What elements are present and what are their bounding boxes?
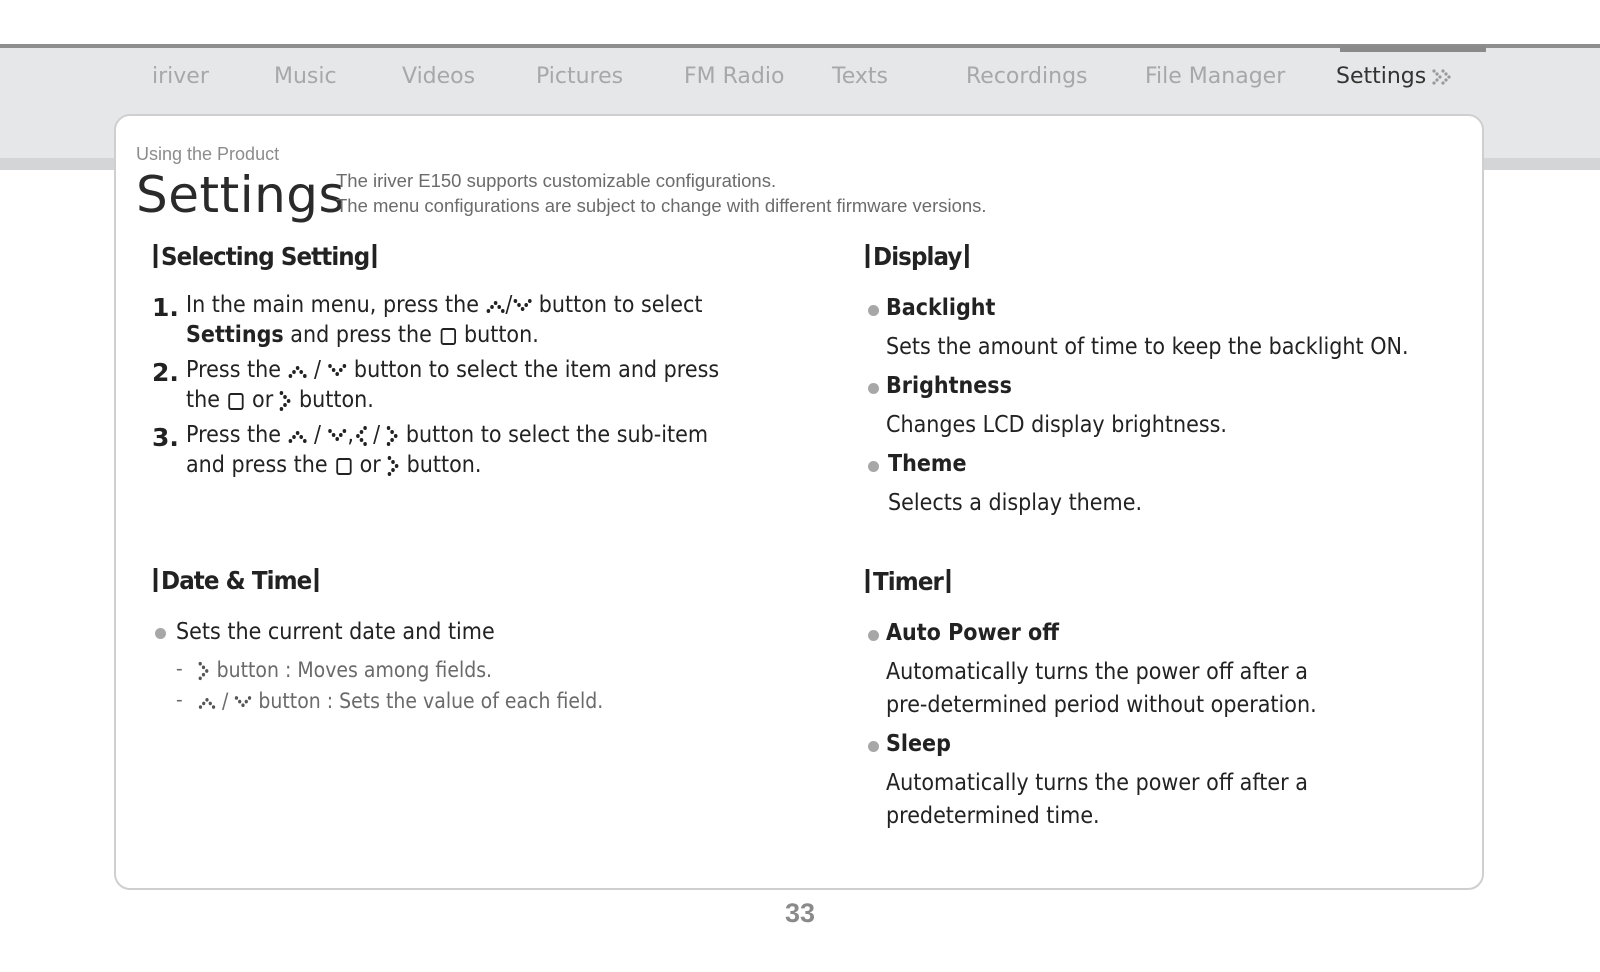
bullet-icon	[868, 630, 879, 641]
down-button-icon	[328, 364, 348, 378]
tab-music[interactable]: Music	[274, 64, 337, 89]
date-time-sub-1: button : Moves among fields.	[198, 658, 492, 682]
timer-item-desc: pre-determined period without operation.	[886, 692, 1317, 718]
date-time-sub-2: / button : Sets the value of each field.	[198, 689, 603, 713]
step-3-line-2: and press the or button.	[186, 452, 482, 478]
page-number: 33	[784, 898, 816, 928]
bullet-icon	[868, 383, 879, 394]
right-button-icon	[387, 425, 400, 447]
timer-item-desc: predetermined time.	[886, 803, 1100, 829]
timer-item-title: Sleep	[886, 731, 951, 757]
right-button-icon	[198, 661, 211, 681]
bullet-icon	[868, 741, 879, 752]
step-2-line-2: the or button.	[186, 387, 374, 413]
down-button-icon	[234, 696, 252, 709]
display-item-title: Theme	[888, 451, 967, 477]
tab-settings[interactable]	[1336, 64, 1454, 89]
display-item-desc: Selects a display theme.	[888, 490, 1143, 516]
tab-videos[interactable]: Videos	[402, 64, 476, 89]
tab-iriver[interactable]: iriver	[152, 64, 209, 89]
subtitle-line-1: The iriver E150 supports customizable configurations.	[336, 170, 777, 191]
step-2-line-1: Press the / button to select the item and press	[186, 357, 720, 383]
down-button-icon	[328, 429, 348, 443]
left-button-icon	[354, 425, 367, 447]
dash: -	[176, 689, 183, 711]
step-1-line-2: Settings and press the button.	[186, 322, 539, 348]
select-button-icon	[440, 328, 455, 345]
subtitle-line-2: The menu configurations are subject to change with different firmware versions.	[336, 195, 987, 216]
display-item-desc: Changes LCD display brightness.	[886, 412, 1227, 438]
bullet-icon	[868, 305, 879, 316]
step-3-line-1: Press the / , / button to select the sub-item	[186, 422, 708, 448]
bullet-icon	[868, 461, 879, 472]
timer-item-desc: Automatically turns the power off after a	[886, 659, 1308, 685]
page-subtitle	[336, 168, 987, 218]
up-button-icon	[288, 364, 308, 378]
display-item-title: Backlight	[886, 295, 996, 321]
step-number: 3.	[152, 423, 179, 452]
dash: -	[176, 658, 183, 680]
display-item-desc: Sets the amount of time to keep the backlight ON.	[886, 334, 1409, 360]
date-time-item: Sets the current date and time	[176, 619, 495, 645]
tab-settings-label: Settings	[1336, 64, 1427, 89]
nav-tabs	[0, 48, 1600, 110]
tab-pictures[interactable]: Pictures	[536, 64, 624, 89]
step-number: 2.	[152, 358, 179, 387]
step-1-line-1: In the main menu, press the / button to select	[186, 292, 703, 318]
select-button-icon	[228, 393, 243, 410]
down-button-icon	[512, 299, 532, 313]
display-item-title: Brightness	[886, 373, 1012, 399]
tab-fm-radio[interactable]: FM Radio	[684, 64, 785, 89]
section-heading-timer: Timer	[862, 567, 954, 596]
right-button-icon	[280, 390, 293, 412]
tab-texts[interactable]: Texts	[832, 64, 888, 89]
breadcrumb: Using the Product	[136, 144, 280, 164]
double-chevron-right-icon	[1432, 69, 1454, 85]
section-heading-display: Display	[862, 242, 972, 271]
timer-item-title: Auto Power off	[886, 620, 1060, 646]
section-heading-selecting: Selecting Setting	[150, 242, 380, 271]
page-title: Settings	[136, 166, 346, 224]
tab-file-manager[interactable]: File Manager	[1145, 64, 1286, 89]
up-button-icon	[198, 696, 216, 709]
right-button-icon	[387, 455, 400, 477]
section-heading-date-time: Date & Time	[150, 566, 322, 595]
select-button-icon	[336, 458, 351, 475]
step-number: 1.	[152, 293, 179, 322]
timer-item-desc: Automatically turns the power off after a	[886, 770, 1308, 796]
up-button-icon	[288, 429, 308, 443]
bullet-icon	[155, 628, 166, 639]
tab-recordings[interactable]: Recordings	[966, 64, 1088, 89]
up-button-icon	[486, 299, 506, 313]
